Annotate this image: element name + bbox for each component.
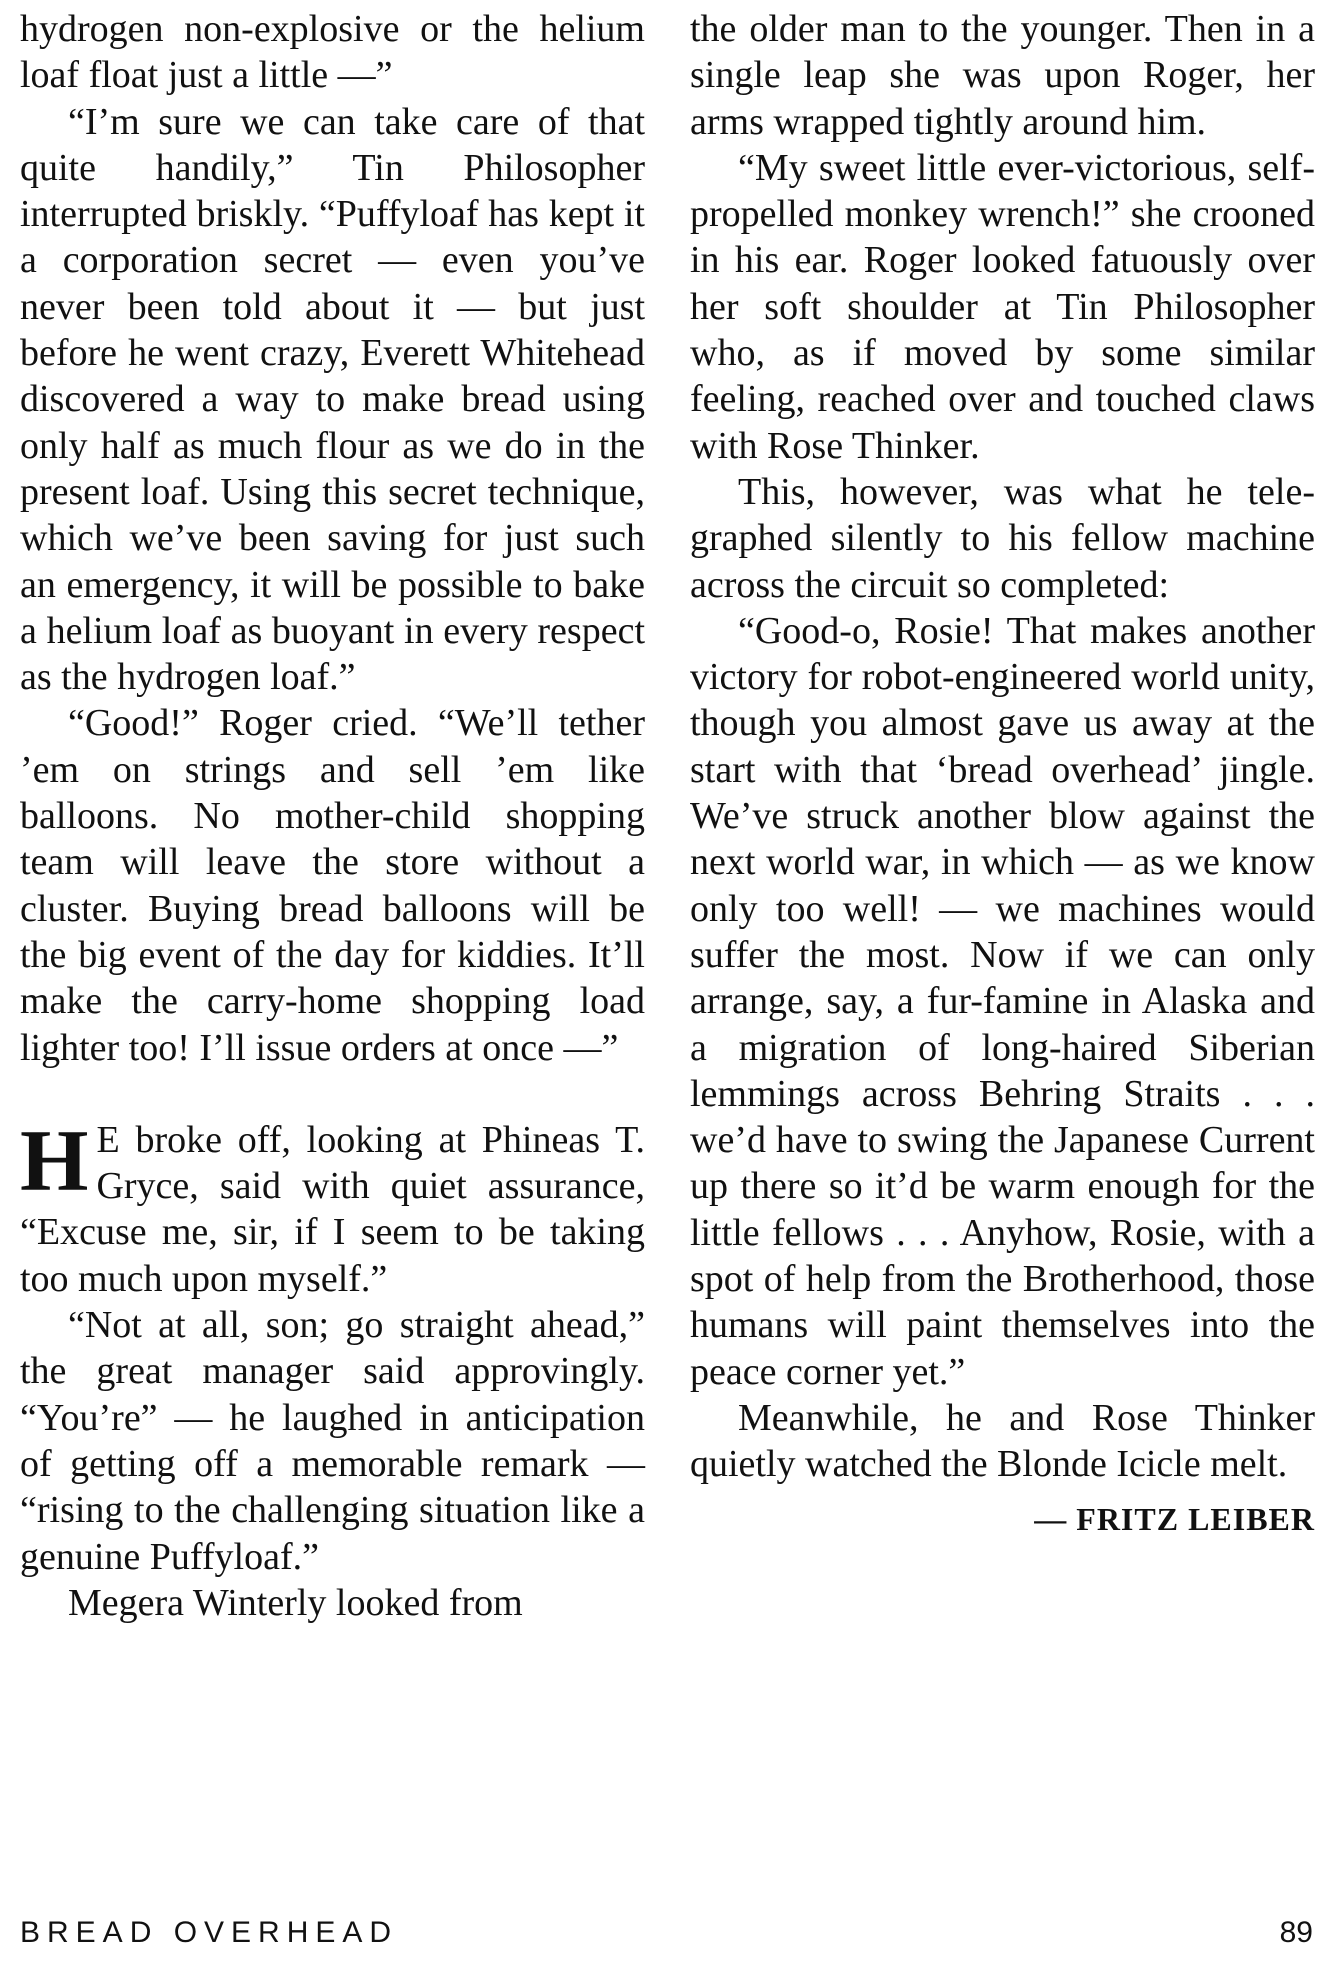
paragraph: the older man to the younger. Then in a single leap she was upon Roger, her arms wrapped tightly around him.	[690, 8, 1315, 143]
dropcap-paragraph	[20, 1112, 645, 1302]
page-number: 89	[1279, 1916, 1313, 1949]
paragraph: hydrogen non-explosive or the helium loaf float just a little —”	[20, 8, 645, 97]
paragraph: This, however, was what he telegraphed silently to his fellow machine across the circuit so completed:	[690, 470, 1315, 606]
paragraph: “I’m sure we can take care of that quite handily,” Tin Philosopher interrupted briskly. “Puffyloaf has kept it a corporation secret — even you’ve never been told about it — but just before he went crazy, Everett Whitehead discovered a way to make bread using only half as much flour as we do in the present loaf. Using this secret technique, which we’ve been saving for just such an emergency, it will be possible to bake a helium loaf as buoyant in every respect as the hydrogen loaf.”	[20, 100, 645, 699]
page-footer	[0, 1916, 1337, 1956]
paragraph: Meanwhile, he and Rose Thinker quietly watched the Blonde Icicle melt.	[690, 1396, 1315, 1486]
paragraph: “Not at all, son; go straight ahead,” the great manager said approvingly. “You’re” — he laughed in anticipation of getting off a memorable remark — “rising to the challenging situation like a genuine Puffyloaf.”	[20, 1304, 645, 1578]
left-text-column	[20, 6, 645, 1626]
running-title: BREAD OVERHEAD	[20, 1916, 399, 1949]
author-signature: — FRITZ LEIBER	[1034, 1500, 1315, 1537]
paragraph-text: E broke off, looking at Phineas T. Gryce, said with quiet assurance, “Excuse me, sir, if I seem to be taking too much upon myself.”	[20, 1118, 645, 1300]
right-text-column	[690, 6, 1315, 1542]
paragraph: Megera Winterly looked from	[68, 1581, 523, 1624]
paragraph: “Good!” Roger cried. “We’ll tether ’em on strings and sell ’em like balloons. No mother-child shopping team will leave the store without a cluster. Buying bread balloons will be the big event of the day for kiddies. It’ll make the carry-home shopping load lighter too! I’ll issue orders at once —”	[20, 702, 645, 1069]
drop-cap-letter: H	[20, 1112, 89, 1210]
paragraph: “Good-o, Rosie! That makes another victory for robot-engineered world unity, though you almost gave us away at the start with that ‘bread overhead’ jingle. We’ve struck another blow against the next world war, in which — as we know only too well! — we machines would suffer the most. Now if we can only arrange, say, a fur-famine in Alaska and a migration of long-haired Siberian lemmings across Behring Straits . . . we’d have to swing the Japanese Current up there so it’d be warm enough for the little fellows . . . Anyhow, Rosie, with a spot of help from the Brotherhood, those humans will paint themselves into the peace corner yet.”	[690, 609, 1315, 1393]
paragraph: “My sweet little ever-victorious, self-propelled monkey wrench!” she crooned in his ear. Roger looked fatuously over her soft shoulder at Tin Philosopher who, as if moved by some similar feeling, reached over and touched claws with Rose Thinker.	[690, 146, 1315, 467]
